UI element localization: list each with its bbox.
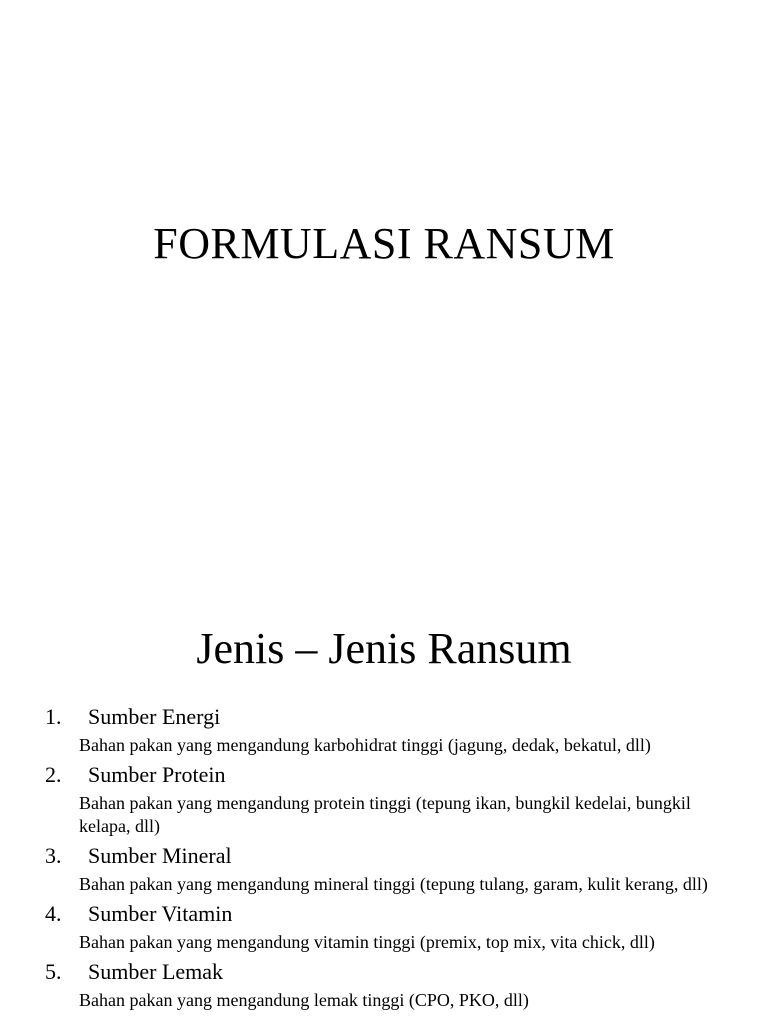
list-item-description: Bahan pakan yang mengandung lemak tinggi (CPO, PKO, dll) <box>79 990 529 1010</box>
list-item-description: Bahan pakan yang mengandung vitamin tinggi (premix, top mix, vita chick, dll) <box>79 932 655 952</box>
section-heading: Jenis – Jenis Ransum <box>196 624 572 673</box>
list-item <box>0 703 768 757</box>
slide-title: FORMULASI RANSUM <box>153 219 615 268</box>
list-item-heading <box>0 703 768 731</box>
list-item-description: Bahan pakan yang mengandung karbohidrat tinggi (jagung, dedak, bekatul, dll) <box>79 735 651 755</box>
list-item-number: 4. <box>45 901 62 926</box>
list-item-label: Sumber Energi <box>88 704 221 729</box>
list-item-heading <box>0 842 768 870</box>
list-item <box>0 842 768 896</box>
list-item <box>0 761 768 838</box>
list-item-label: Sumber Vitamin <box>88 901 233 926</box>
list-item-number: 3. <box>45 843 62 868</box>
list-item-number: 1. <box>45 704 62 729</box>
list-item-description: Bahan pakan yang mengandung protein tinggi (tepung ikan, bungkil kedelai, bungkil kelapa, dll) <box>79 793 691 836</box>
list-item-heading <box>0 900 768 928</box>
list-item-heading <box>0 958 768 986</box>
list-item-number: 5. <box>45 959 62 984</box>
ration-type-list <box>0 703 768 1016</box>
list-item-heading <box>0 761 768 789</box>
list-item-label: Sumber Protein <box>88 762 226 787</box>
list-item <box>0 958 768 1012</box>
list-item-number: 2. <box>45 762 62 787</box>
list-item-label: Sumber Lemak <box>88 959 224 984</box>
list-item <box>0 900 768 954</box>
list-item-label: Sumber Mineral <box>88 843 232 868</box>
list-item-description: Bahan pakan yang mengandung mineral tinggi (tepung tulang, garam, kulit kerang, dll) <box>79 874 708 894</box>
